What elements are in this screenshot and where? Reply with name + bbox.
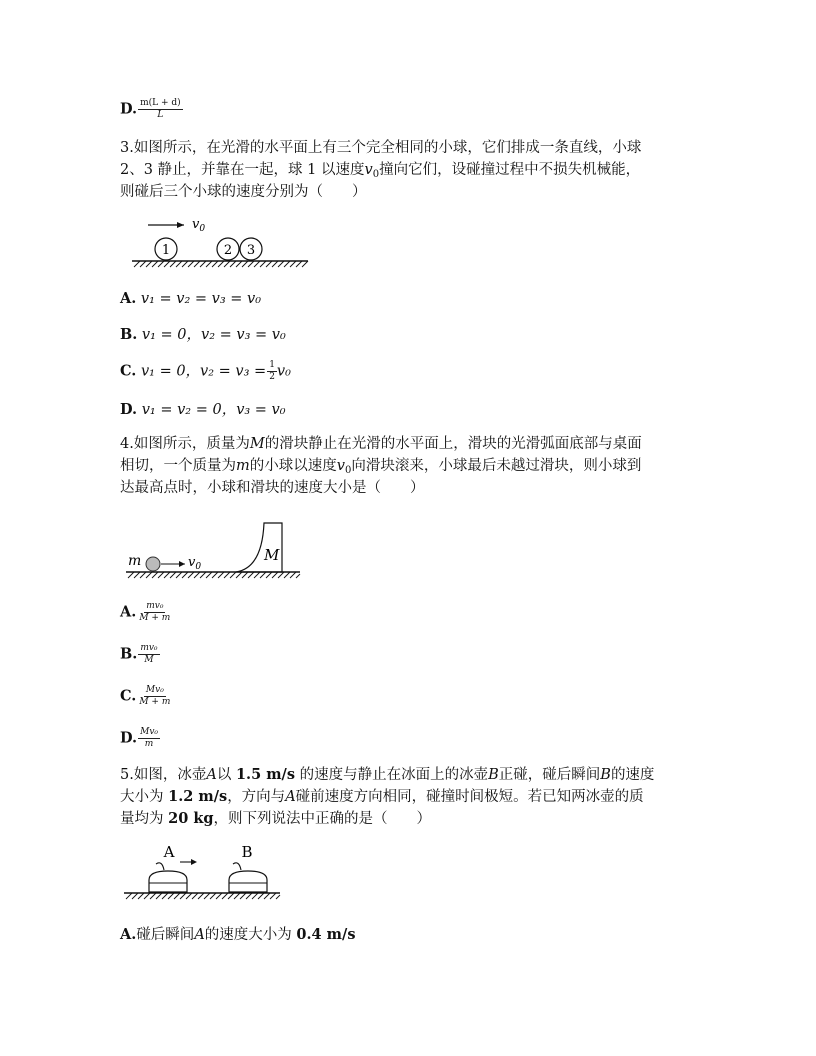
arrowhead bbox=[177, 222, 184, 228]
q3-figure bbox=[128, 214, 313, 272]
q5-stem-text: 的速度 bbox=[610, 767, 655, 783]
q5-stem-line-3 bbox=[120, 808, 431, 830]
stone-symbol: B bbox=[488, 767, 499, 783]
fraction bbox=[137, 601, 172, 624]
q4-stem-text: 相切，一个质量为 bbox=[120, 458, 236, 474]
q4-figure bbox=[124, 518, 304, 582]
option-text: 的速度大小为 bbox=[204, 927, 292, 943]
fraction-denominator: m bbox=[144, 739, 154, 749]
q5-stem-text: 碰前速度方向相同，碰撞时间极短。若已知两冰壶的质 bbox=[295, 789, 644, 805]
arrowhead bbox=[191, 859, 197, 865]
option-text: v₁ = 0，v₂ = v₃ = v₀ bbox=[141, 327, 286, 343]
velocity-symbol: v bbox=[364, 162, 373, 178]
speed-value: 1.5 m/s bbox=[235, 766, 296, 783]
q4-stem-line-1 bbox=[120, 433, 642, 455]
ball-2-label: 2 bbox=[223, 243, 233, 258]
mass-symbol: M bbox=[249, 436, 265, 452]
option-text: v₁ = v₂ = v₃ = v₀ bbox=[140, 291, 262, 307]
q2-option-d[interactable] bbox=[120, 98, 183, 121]
stone-a-label: A bbox=[163, 843, 175, 861]
q5-stem-text: ，则下列说法中正确的是（ ） bbox=[213, 811, 432, 827]
q5-stem-text: 5.如图，冰壶 bbox=[120, 767, 207, 783]
subscript: 0 bbox=[344, 465, 352, 476]
q3-stem-line-3: 则碰后三个小球的速度分别为（ ） bbox=[120, 184, 367, 200]
fraction-numerator: 1 bbox=[269, 360, 275, 370]
q5-stem-text: 量均为 bbox=[120, 811, 164, 827]
ball-mass-label: m bbox=[128, 553, 142, 569]
fraction-denominator: L bbox=[157, 110, 164, 120]
option-label: B. bbox=[120, 326, 138, 343]
option-label: A. bbox=[120, 603, 137, 621]
fraction-numerator: Mv₀ bbox=[140, 727, 159, 737]
option-label: D. bbox=[120, 729, 138, 747]
fraction bbox=[267, 360, 277, 383]
mass-symbol: m bbox=[236, 458, 250, 474]
fraction-denominator: M + m bbox=[139, 697, 171, 707]
ball-1-label: 1 bbox=[161, 243, 171, 258]
q3-stem-line-2 bbox=[120, 159, 640, 181]
fraction-numerator: Mv₀ bbox=[145, 685, 164, 695]
option-label: B. bbox=[120, 645, 138, 663]
q3-option-d[interactable] bbox=[120, 399, 286, 421]
q4-stem-line-2 bbox=[120, 455, 641, 477]
arrowhead bbox=[179, 561, 185, 567]
option-text: v₁ = 0，v₂ = v₃ = bbox=[140, 363, 267, 380]
q4-option-b[interactable] bbox=[120, 643, 160, 666]
stone-a-handle bbox=[156, 863, 164, 870]
q4-stem-text: 的小球以速度 bbox=[249, 458, 337, 474]
ball bbox=[146, 557, 160, 571]
option-text: v₁ = v₂ = 0，v₃ = v₀ bbox=[141, 402, 286, 418]
q4-stem-text: 向滑块滚来，小球最后未越过滑块，则小球到 bbox=[351, 458, 642, 474]
q3-stem-text: 2、3 静止，并靠在一起，球 1 以速度 bbox=[120, 162, 365, 178]
q4-option-a[interactable] bbox=[120, 601, 172, 624]
option-label: A. bbox=[120, 926, 137, 943]
q3-option-c[interactable] bbox=[120, 360, 291, 383]
block-mass-label: M bbox=[264, 546, 280, 564]
velocity-label: $v_0$ bbox=[188, 555, 202, 572]
q3-option-b[interactable] bbox=[120, 324, 286, 346]
fraction-denominator: M + m bbox=[139, 613, 171, 623]
q5-stem-line-1 bbox=[120, 764, 654, 786]
option-text: 碰后瞬间 bbox=[136, 927, 195, 943]
fraction-denominator: 2 bbox=[269, 372, 275, 382]
q4-option-c[interactable] bbox=[120, 685, 172, 708]
mass-value: 20 kg bbox=[168, 810, 214, 827]
ground-hatching bbox=[134, 261, 308, 267]
option-label: C. bbox=[120, 362, 137, 380]
option-label: D. bbox=[120, 401, 138, 418]
velocity-label: $v_0$ bbox=[192, 217, 206, 234]
fraction bbox=[138, 98, 183, 121]
stone-symbol: A bbox=[206, 767, 217, 783]
q5-stem-text: 正碰，碰后瞬间 bbox=[498, 767, 601, 783]
fraction-numerator: mv₀ bbox=[140, 643, 158, 653]
option-text: v₀ bbox=[276, 363, 291, 380]
curling-stone-a bbox=[149, 871, 187, 892]
q5-stem-text: ，方向与 bbox=[227, 789, 286, 805]
velocity-symbol: v bbox=[336, 458, 345, 474]
stone-b-label: B bbox=[241, 843, 253, 861]
q3-option-a[interactable] bbox=[120, 288, 261, 310]
q3-stem-text: 撞向它们，设碰撞过程中不损失机械能， bbox=[379, 162, 641, 178]
fraction-numerator: mv₀ bbox=[146, 601, 164, 611]
q4-option-d[interactable] bbox=[120, 727, 160, 750]
q4-stem-text: 4.如图所示，质量为 bbox=[120, 436, 250, 452]
option-label: C. bbox=[120, 687, 137, 705]
speed-value: 0.4 m/s bbox=[296, 926, 356, 943]
ice-hatching bbox=[126, 893, 280, 899]
ground-hatching bbox=[128, 572, 300, 578]
fraction bbox=[137, 685, 172, 708]
fraction-numerator: m(L + d) bbox=[140, 98, 181, 108]
q5-stem-text: 以 bbox=[216, 767, 232, 783]
q4-stem-text: 的滑块静止在光滑的水平面上，滑块的光滑弧面底部与桌面 bbox=[264, 436, 642, 452]
stone-symbol: A bbox=[194, 927, 205, 943]
q5-stem-line-2 bbox=[120, 786, 644, 808]
option-label: D. bbox=[120, 100, 138, 118]
fraction-denominator: M bbox=[144, 655, 154, 665]
stone-b-handle bbox=[233, 863, 241, 870]
q5-option-a[interactable] bbox=[120, 924, 355, 946]
ball-3-label: 3 bbox=[246, 243, 256, 258]
curling-stone-b bbox=[229, 871, 267, 892]
q5-stem-text: 的速度与静止在冰面上的冰壶 bbox=[299, 767, 489, 783]
stone-symbol: B bbox=[600, 767, 611, 783]
speed-value: 1.2 m/s bbox=[168, 788, 228, 805]
q5-stem-text: 大小为 bbox=[120, 789, 164, 805]
fraction bbox=[138, 643, 159, 666]
stone-symbol: A bbox=[285, 789, 296, 805]
q5-figure bbox=[122, 840, 284, 904]
option-label: A. bbox=[120, 290, 137, 307]
q4-stem-line-3: 达最高点时，小球和滑块的速度大小是（ ） bbox=[120, 480, 425, 496]
q3-stem-line-1: 3.如图所示，在光滑的水平面上有三个完全相同的小球，它们排成一条直线，小球 bbox=[120, 140, 642, 156]
fraction bbox=[138, 727, 160, 750]
subscript: 0 bbox=[372, 169, 380, 180]
